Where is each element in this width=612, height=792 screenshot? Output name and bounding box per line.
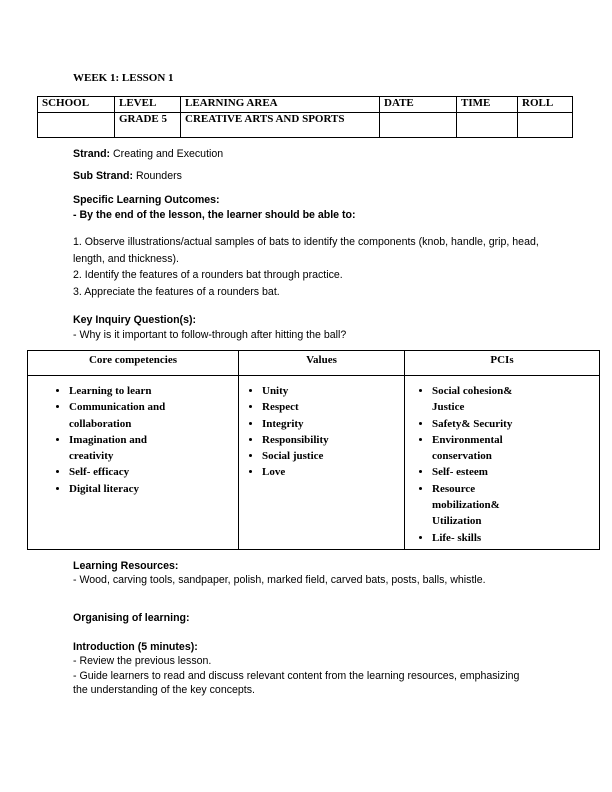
header-cell: DATE xyxy=(380,97,457,113)
sub-strand: Sub Strand: Rounders xyxy=(73,170,182,182)
learning-area-cell: CREATIVE ARTS AND SPORTS xyxy=(181,113,380,138)
roll-cell xyxy=(518,113,573,138)
core-competencies: • Learning to learn • Communication and collaboration • Imagination and creativity • Self- efficacy • Digital literacy xyxy=(28,376,239,550)
introduction: Introduction (5 minutes): - Review the previous lesson. - Guide learners to read and discuss relevant content from the learning resources, emphasizing the understanding of the key concepts. xyxy=(73,641,520,696)
values: • Unity • Respect • Integrity • Responsibility • Social justice • Love xyxy=(239,376,405,550)
header-cell: ROLL xyxy=(518,97,573,113)
col-header: Core competencies xyxy=(28,351,239,376)
header-cell: SCHOOL xyxy=(38,97,115,113)
pcis: • Social cohesion& Justice • Safety& Security • Environmental conservation • Self- esteem • Resource mobilization& Utilization • Life- skills xyxy=(405,376,600,550)
header-table xyxy=(37,96,573,138)
header-cell: LEVEL xyxy=(115,97,181,113)
col-header: PCIs xyxy=(405,351,600,376)
strand: Strand: Creating and Execution xyxy=(73,148,224,160)
learning-outcomes: Specific Learning Outcomes: - By the end of the lesson, the learner should be able to: 1. Observe illustrations/actual samples of bats to identify the components (knob, handle, grip, head, length, and thickness). 2. Identify the features of a rounders bat through practice. 3. Appreciate the features of a rounders bat. xyxy=(73,194,539,298)
header-cell: LEARNING AREA xyxy=(181,97,380,113)
learning-resources: Learning Resources: - Wood, carving tools, sandpaper, polish, marked field, carved bats, posts, balls, whistle. xyxy=(73,560,486,586)
key-inquiry: Key Inquiry Question(s): - Why is it important to follow-through after hitting the ball? xyxy=(73,314,347,341)
date-cell xyxy=(380,113,457,138)
week-title: WEEK 1: LESSON 1 xyxy=(73,72,174,84)
level-cell: GRADE 5 xyxy=(115,113,181,138)
school-cell xyxy=(38,113,115,138)
header-cell: TIME xyxy=(457,97,518,113)
competencies-table xyxy=(27,350,600,550)
time-cell xyxy=(457,113,518,138)
col-header: Values xyxy=(239,351,405,376)
organising-heading: Organising of learning: xyxy=(73,612,190,624)
